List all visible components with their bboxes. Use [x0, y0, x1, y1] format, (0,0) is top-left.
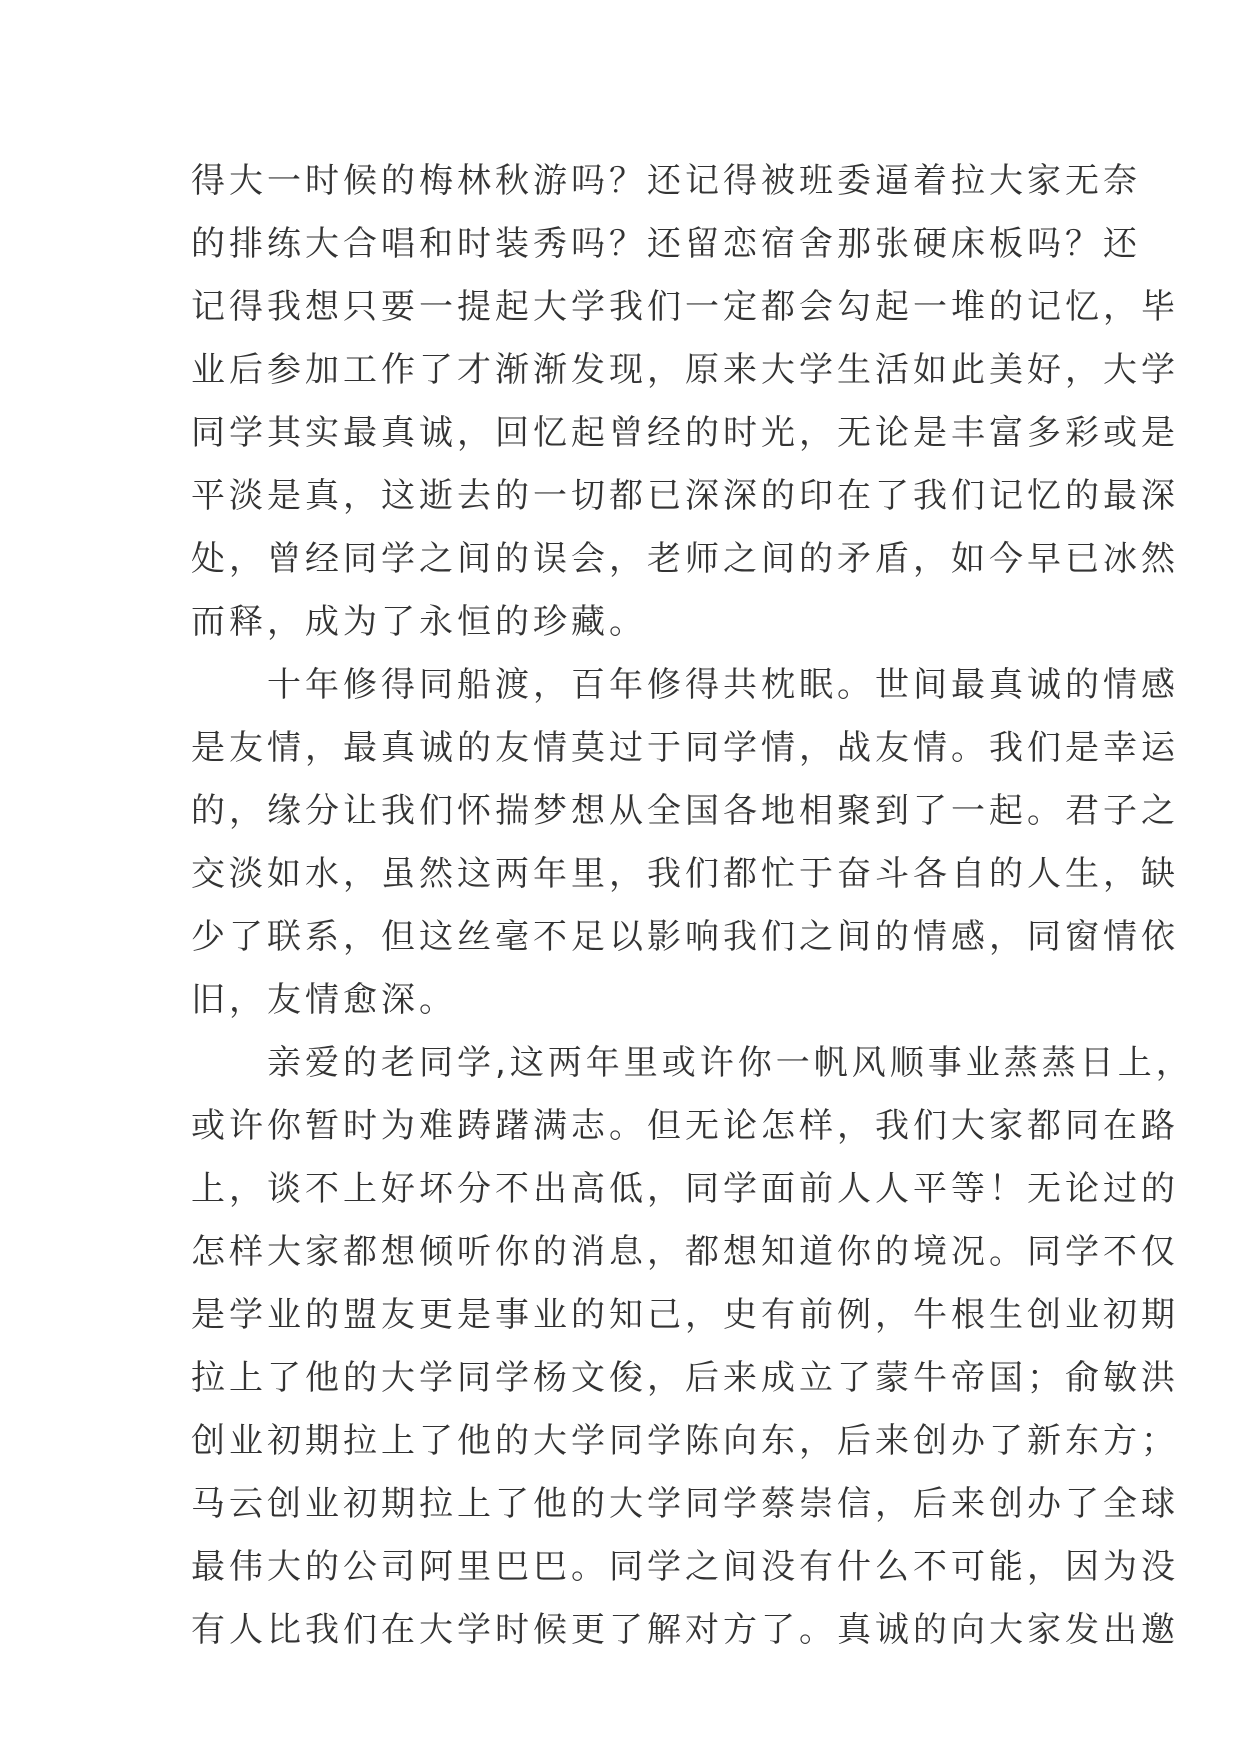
text-line: 怎样大家都想倾听你的消息，都想知道你的境况。同学不仅 [191, 1232, 1179, 1272]
text-line: 记得我想只要一提起大学我们一定都会勾起一堆的记忆，毕 [191, 287, 1179, 327]
body-text [191, 150, 1194, 1662]
paragraph-3 [191, 1032, 1194, 1662]
text-line: 是学业的盟友更是事业的知己，史有前例，牛根生创业初期 [191, 1295, 1179, 1335]
text-line: 有人比我们在大学时候更了解对方了。真诚的向大家发出邀 [191, 1610, 1179, 1650]
text-line: 马云创业初期拉上了他的大学同学蔡崇信，后来创办了全球 [191, 1484, 1179, 1524]
text-line: 交淡如水，虽然这两年里，我们都忙于奋斗各自的人生，缺 [191, 854, 1179, 894]
paragraph-1 [191, 150, 1179, 654]
text-line: 十年修得同船渡，百年修得共枕眠。世间最真诚的情感 [191, 665, 1179, 705]
text-line: 亲爱的老同学,这两年里或许你一帆风顺事业蒸蒸日上， [191, 1043, 1194, 1083]
paragraph-2 [191, 654, 1179, 1032]
text-line: 的排练大合唱和时装秀吗？还留恋宿舍那张硬床板吗？还 [191, 224, 1141, 264]
text-line: 的，缘分让我们怀揣梦想从全国各地相聚到了一起。君子之 [191, 791, 1179, 831]
text-line: 是友情，最真诚的友情莫过于同学情，战友情。我们是幸运 [191, 728, 1179, 768]
text-line: 平淡是真，这逝去的一切都已深深的印在了我们记忆的最深 [191, 476, 1179, 516]
text-line: 上，谈不上好坏分不出高低，同学面前人人平等！无论过的 [191, 1169, 1179, 1209]
text-line: 最伟大的公司阿里巴巴。同学之间没有什么不可能，因为没 [191, 1547, 1179, 1587]
text-line: 而释，成为了永恒的珍藏。 [191, 602, 647, 642]
text-line: 旧，友情愈深。 [191, 980, 457, 1020]
text-line: 少了联系，但这丝毫不足以影响我们之间的情感，同窗情依 [191, 917, 1179, 957]
text-line: 拉上了他的大学同学杨文俊，后来成立了蒙牛帝国；俞敏洪 [191, 1358, 1179, 1398]
text-line: 处，曾经同学之间的误会，老师之间的矛盾，如今早已冰然 [191, 539, 1179, 579]
text-line: 业后参加工作了才渐渐发现，原来大学生活如此美好，大学 [191, 350, 1179, 390]
text-line: 同学其实最真诚，回忆起曾经的时光，无论是丰富多彩或是 [191, 413, 1179, 453]
text-line: 创业初期拉上了他的大学同学陈向东，后来创办了新东方； [191, 1421, 1179, 1461]
text-line: 或许你暂时为难踌躇满志。但无论怎样，我们大家都同在路 [191, 1106, 1179, 1146]
text-line: 得大一时候的梅林秋游吗？还记得被班委逼着拉大家无奈 [191, 161, 1141, 201]
